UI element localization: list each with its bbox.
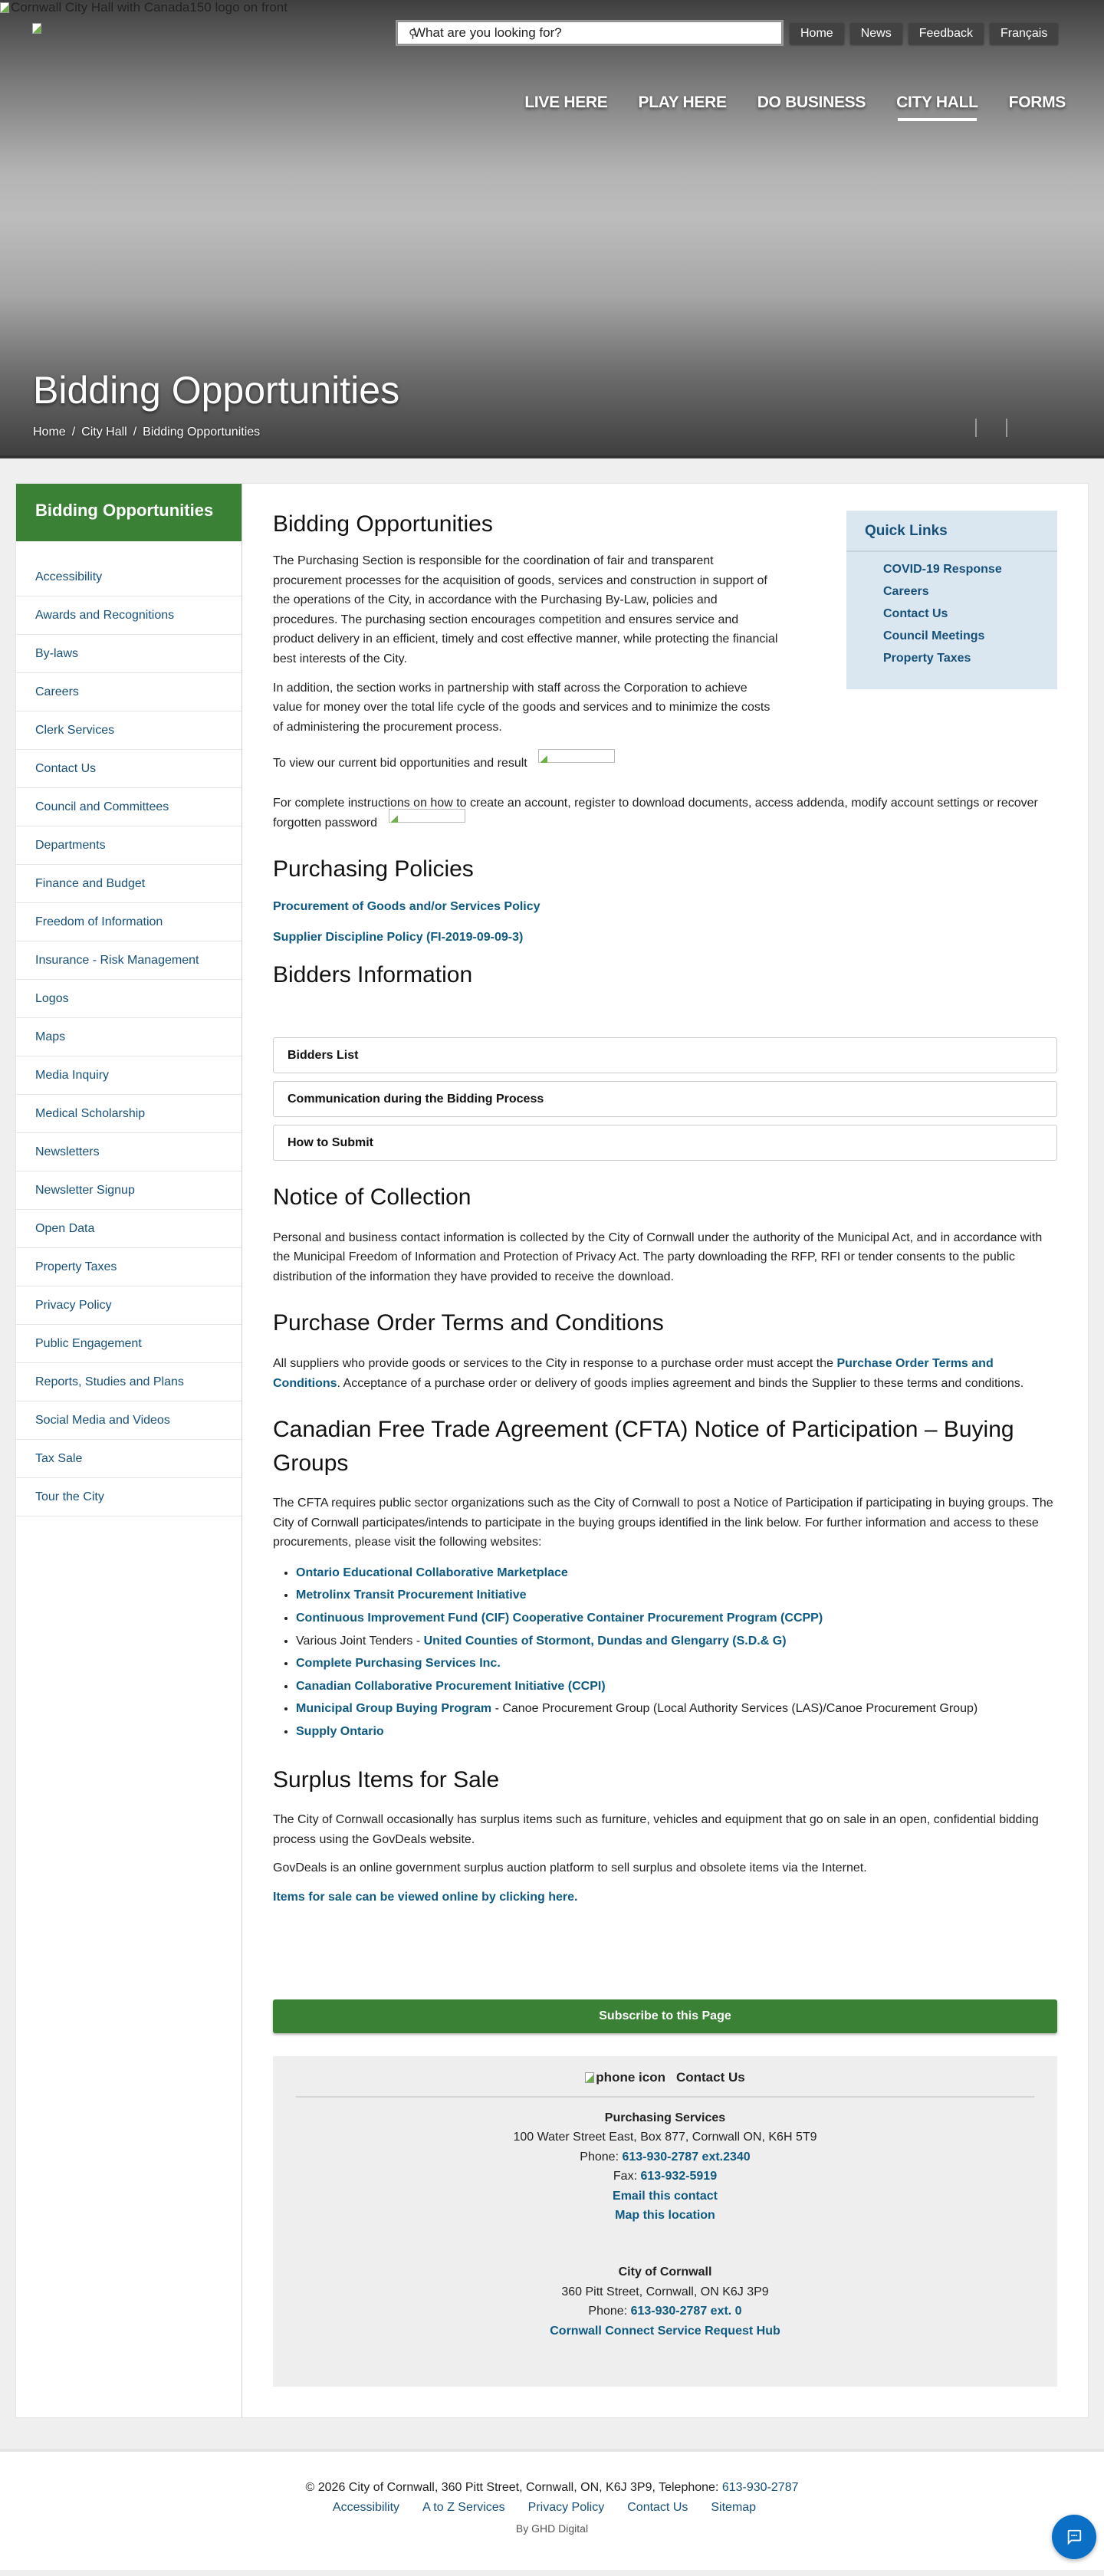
sidebar-item-social-media[interactable]: Social Media and Videos (35, 1413, 170, 1427)
sidebar (16, 484, 242, 2417)
sidebar-item[interactable] (16, 980, 242, 1018)
contact-address: 100 Water Street East, Box 877, Cornwall ON, K6H 5T9 (513, 2131, 817, 2144)
footer-privacy-link[interactable]: Privacy Policy (527, 2501, 605, 2515)
nav-do-business[interactable]: DO BUSINESS (757, 94, 866, 111)
chat-icon (1066, 2528, 1083, 2545)
chat-button[interactable] (1052, 2515, 1096, 2559)
sidebar-item[interactable] (16, 941, 242, 980)
sidebar-item-foi[interactable]: Freedom of Information (35, 915, 163, 928)
purchasing-contact (296, 2108, 1034, 2226)
email-contact-link[interactable]: Email this contact (613, 2189, 718, 2203)
hero-image-alt: Cornwall City Hall with Canada150 logo on front (0, 0, 288, 15)
quick-link-property-taxes[interactable]: Property Taxes (883, 652, 971, 665)
content-title: Bidding Opportunities (273, 511, 493, 537)
util-news-link[interactable]: News (850, 23, 902, 44)
cfta-paragraph: The CFTA requires public sector organizations such as the City of Cornwall to post a Notice of Participation if participating in buying groups. The City of Cornwall participates/intends to participate in the buying groups identified in the link below. For further information and access to these procurements, please visit the following websites: (273, 1497, 1053, 1549)
site-footer (0, 2449, 1104, 2570)
map-location-link[interactable]: Map this location (615, 2209, 715, 2223)
sidebar-item-reports[interactable]: Reports, Studies and Plans (35, 1375, 184, 1388)
sidebar-item[interactable] (16, 596, 242, 635)
buying-groups-list (273, 1562, 1057, 1743)
sidebar-item[interactable] (16, 903, 242, 941)
sidebar-item-careers[interactable]: Careers (35, 685, 79, 698)
list-item (296, 1607, 1057, 1630)
instructions-paragraph: For complete instructions on how to create an account, register to download documents, access addenda, modify account settings or recover forgotten password (273, 796, 1038, 830)
sidebar-list (16, 558, 242, 1516)
sidebar-item[interactable] (16, 673, 242, 711)
cfta-heading: Canadian Free Trade Agreement (CFTA) Notice of Participation – Buying Groups (273, 1417, 1014, 1476)
notice-heading: Notice of Collection (273, 1184, 472, 1211)
instructions-image-link[interactable] (389, 809, 465, 823)
contact-fax: Fax: 613-932-5919 (613, 2170, 718, 2183)
po-terms-heading: Purchase Order Terms and Conditions (273, 1310, 664, 1336)
search-box[interactable] (397, 21, 782, 44)
quick-links-list (846, 552, 1057, 665)
notice-paragraph: Personal and business contact information is collected by the City of Cornwall under the authority of the Municipal Act, and in accordance with the Municipal Freedom of Information and Protection of Privacy Act. The party downloading the RFP, RFI or tender consents to the public distribution of the information they have provided to receive the download. (273, 1230, 1043, 1283)
list-item (296, 1584, 1057, 1607)
hero-divider (1006, 419, 1007, 437)
phone-link[interactable]: 613-930-2787 ext. 0 (630, 2305, 742, 2318)
sidebar-item[interactable] (16, 1363, 242, 1401)
nav-live-here[interactable]: LIVE HERE (524, 94, 608, 111)
sidebar-item[interactable] (16, 1171, 242, 1210)
sidebar-item[interactable] (16, 1018, 242, 1056)
subscribe-button[interactable]: Subscribe to this Page (273, 1999, 1057, 2033)
list-item (296, 1720, 1057, 1743)
sidebar-item[interactable] (16, 635, 242, 673)
quick-link-covid[interactable]: COVID-19 Response (883, 563, 1002, 576)
sidebar-item[interactable] (16, 1248, 242, 1286)
list-item: • Various Joint Tenders - United Counties of Stormont, Dundas and Glengarry (S.D.& G) (296, 1630, 1057, 1653)
surplus-heading: Surplus Items for Sale (273, 1766, 500, 1792)
sidebar-item-newsletters[interactable]: Newsletters (35, 1145, 100, 1158)
sidebar-item-insurance[interactable]: Insurance - Risk Management (35, 953, 199, 967)
sidebar-item-privacy-policy[interactable]: Privacy Policy (35, 1298, 112, 1312)
list-item (296, 1562, 1057, 1585)
service-hub-link[interactable]: Cornwall Connect Service Request Hub (550, 2324, 780, 2338)
surplus-paragraph-1: The City of Cornwall occasionally has surplus items such as furniture, vehicles and equipment that go on sale in an open, confidential bidding process using the GovDeals website. (273, 1813, 1039, 1846)
po-terms-paragraph: All suppliers who provide goods or services to the City in response to a purchase order must accept the Purchase Order Terms and Conditions. Acceptance of a purchase order or delivery of goods implies agreement and binds the Supplier to these terms and conditions. (273, 1356, 1024, 1390)
util-feedback-link[interactable]: Feedback (909, 23, 984, 44)
intro-paragraph-1: The Purchasing Section is responsible for the coordination of fair and transparent procurement processes for the acquisition of goods, services and construction in support of the operations of the City, in accordance with the Purchasing By-Law, policies and procedures. The purchasing section encourages competition and ensures service and product delivery in an efficient, timely and cost effective manner, while protecting the financial best interests of the City. (273, 554, 778, 665)
site-logo-link[interactable] (32, 23, 41, 38)
sidebar-item[interactable] (16, 865, 242, 903)
sidebar-item[interactable] (16, 1095, 242, 1133)
sidebar-item[interactable] (16, 558, 242, 596)
sidebar-item-open-data[interactable]: Open Data (35, 1221, 95, 1235)
group-link[interactable]: United Counties of Stormont, Dundas and Glengarry (S.D.& G) (423, 1634, 787, 1648)
phone-icon: phone icon (585, 2070, 665, 2085)
hero-divider (975, 419, 977, 437)
po-terms-link[interactable]: Purchase Order Terms and Conditions (273, 1356, 994, 1390)
sidebar-item-newsletter-signup[interactable]: Newsletter Signup (35, 1183, 135, 1197)
footer-accessibility-link[interactable]: Accessibility (332, 2501, 400, 2515)
group-link[interactable]: Complete Purchasing Services Inc. (296, 1657, 501, 1671)
quick-link-careers[interactable]: Careers (883, 585, 929, 598)
group-link[interactable]: Ontario Educational Collaborative Marketplace (296, 1566, 568, 1579)
contact-address: 360 Pitt Street, Cornwall, ON K6J 3P9 (561, 2285, 769, 2298)
footer-sitemap-link[interactable]: Sitemap (711, 2501, 757, 2515)
quick-links-panel (846, 511, 1057, 689)
sidebar-item-council[interactable]: Council and Committees (35, 800, 169, 813)
bids-portal-image-link[interactable] (538, 749, 615, 763)
sidebar-item[interactable] (16, 1210, 242, 1248)
accordion-communication[interactable]: Communication during the Bidding Process (273, 1081, 1057, 1117)
sidebar-item-logos[interactable]: Logos (35, 991, 69, 1005)
list-item: • Municipal Group Buying Program - Canoe Procurement Group (Local Authority Services (LAS)/Canoe Procurement Group) (296, 1697, 1057, 1720)
hero-header (0, 0, 1104, 458)
group-link[interactable]: Supply Ontario (296, 1725, 384, 1739)
breadcrumb (33, 426, 260, 439)
sidebar-item[interactable] (16, 1286, 242, 1325)
procurement-policy-link[interactable]: Procurement of Goods and/or Services Policy (273, 899, 540, 913)
sidebar-item-bylaws[interactable]: By-laws (35, 646, 79, 660)
sidebar-item[interactable] (16, 1056, 242, 1095)
footer-credit: By GHD Digital (515, 2522, 589, 2535)
sidebar-item[interactable] (16, 711, 242, 750)
main-nav (509, 90, 1081, 120)
quick-links-heading: Quick Links (846, 511, 1057, 552)
nav-city-hall[interactable]: CITY HALL (881, 90, 994, 120)
sidebar-item-tour-the-city[interactable]: Tour the City (35, 1490, 104, 1503)
contact-name: City of Cornwall (618, 2266, 712, 2279)
contact-name: Purchasing Services (604, 2111, 726, 2124)
surplus-paragraph-2: GovDeals is an online government surplus auction platform to sell surplus and obsolete items via the Internet. (273, 1861, 867, 1875)
main-content (242, 484, 1088, 2417)
sidebar-item[interactable] (16, 1325, 242, 1363)
surplus-items-link[interactable]: Items for sale can be viewed online by clicking here. (273, 1890, 578, 1904)
accordion-bidders-list[interactable]: Bidders List (273, 1037, 1057, 1073)
sidebar-heading: Bidding Opportunities (16, 484, 242, 541)
supplier-discipline-policy-link[interactable]: Supplier Discipline Policy (FI-2019-09-09-3) (273, 930, 524, 944)
group-link[interactable]: Metrolinx Transit Procurement Initiative (296, 1589, 527, 1602)
utility-nav (790, 23, 1058, 44)
group-link[interactable]: Municipal Group Buying Program (296, 1702, 492, 1716)
sidebar-item-maps[interactable]: Maps (35, 1030, 66, 1043)
sidebar-item[interactable] (16, 1401, 242, 1440)
logo-image-icon (32, 23, 41, 34)
sidebar-item-departments[interactable]: Departments (35, 838, 106, 852)
sidebar-item-media-inquiry[interactable]: Media Inquiry (35, 1068, 110, 1082)
list-item (296, 1652, 1057, 1675)
sidebar-item[interactable] (16, 788, 242, 826)
quick-link-council-meetings[interactable]: Council Meetings (883, 629, 985, 642)
sidebar-item-public-engagement[interactable]: Public Engagement (35, 1336, 142, 1350)
footer-telephone-link[interactable]: 613-930-2787 (721, 2481, 799, 2495)
view-bids-paragraph: To view our current bid opportunities and result (273, 754, 1057, 774)
util-francais-link[interactable]: Français (990, 23, 1058, 44)
contact-panel (273, 2056, 1057, 2387)
page-title: Bidding Opportunities (33, 369, 400, 412)
nav-forms[interactable]: FORMS (1008, 94, 1066, 111)
bidders-heading: Bidders Information (273, 961, 473, 987)
broken-image-icon (540, 754, 547, 763)
broken-image-icon (390, 813, 398, 823)
sidebar-item[interactable] (16, 826, 242, 865)
sidebar-item[interactable] (16, 1478, 242, 1516)
breadcrumb-home[interactable]: Home (33, 426, 66, 439)
sidebar-item-tax-sale[interactable]: Tax Sale (35, 1451, 83, 1465)
copyright: © 2026 City of Cornwall, 360 Pitt Street, Cornwall, ON, K6J 3P9, Telephone: 613-930-2787 (305, 2481, 799, 2495)
sidebar-item[interactable] (16, 750, 242, 788)
sidebar-item-clerk-services[interactable]: Clerk Services (35, 723, 115, 737)
sidebar-item-property-taxes[interactable]: Property Taxes (35, 1260, 117, 1273)
phone-link[interactable]: 613-930-2787 ext.2340 (622, 2150, 751, 2164)
list-item (296, 1675, 1057, 1698)
footer-a-to-z-link[interactable]: A to Z Services (422, 2501, 505, 2515)
sidebar-item-accessibility[interactable]: Accessibility (35, 570, 103, 583)
breadcrumb-separator: / (71, 426, 76, 439)
search-icon: ⚲ (409, 28, 417, 41)
sidebar-item[interactable] (16, 1133, 242, 1171)
intro-paragraph-2: In addition, the section works in partnership with staff across the Corporation to achieve value for money over the total life cycle of the goods and services and to minimize the costs of administering the procurement process. (273, 681, 770, 734)
broken-image-icon (0, 2, 9, 13)
group-link[interactable]: Canadian Collaborative Procurement Initiative (CCPI) (296, 1679, 606, 1693)
breadcrumb-current: Bidding Opportunities (143, 426, 261, 439)
contact-phone: Phone: 613-930-2787 ext. 0 (588, 2305, 742, 2318)
breadcrumb-city-hall[interactable]: City Hall (81, 426, 127, 439)
group-link[interactable]: Continuous Improvement Fund (CIF) Cooperative Container Procurement Program (CCPP) (296, 1612, 823, 1625)
city-contact (296, 2262, 1034, 2341)
quick-link-contact-us[interactable]: Contact Us (883, 607, 948, 620)
footer-contact-link[interactable]: Contact Us (627, 2501, 688, 2515)
nav-play-here[interactable]: PLAY HERE (638, 94, 727, 111)
footer-links (0, 2501, 1104, 2515)
search-input[interactable] (407, 25, 781, 41)
broken-image-icon (585, 2072, 594, 2083)
fax-link[interactable]: 613-932-5919 (640, 2170, 718, 2183)
policies-heading: Purchasing Policies (273, 856, 474, 882)
sidebar-item-awards[interactable]: Awards and Recognitions (35, 608, 175, 622)
sidebar-item[interactable] (16, 1440, 242, 1478)
breadcrumb-separator: / (133, 426, 137, 439)
contact-phone: Phone: 613-930-2787 ext.2340 (580, 2150, 751, 2164)
accordion-how-to-submit[interactable]: How to Submit (273, 1125, 1057, 1161)
sidebar-item-contact-us[interactable]: Contact Us (35, 761, 97, 775)
util-home-link[interactable]: Home (790, 23, 844, 44)
contact-heading: phone icon Contact Us (296, 2070, 1034, 2098)
page-container (15, 483, 1089, 2418)
sidebar-item-medical-scholarship[interactable]: Medical Scholarship (35, 1106, 146, 1120)
sidebar-item-finance[interactable]: Finance and Budget (35, 876, 146, 890)
